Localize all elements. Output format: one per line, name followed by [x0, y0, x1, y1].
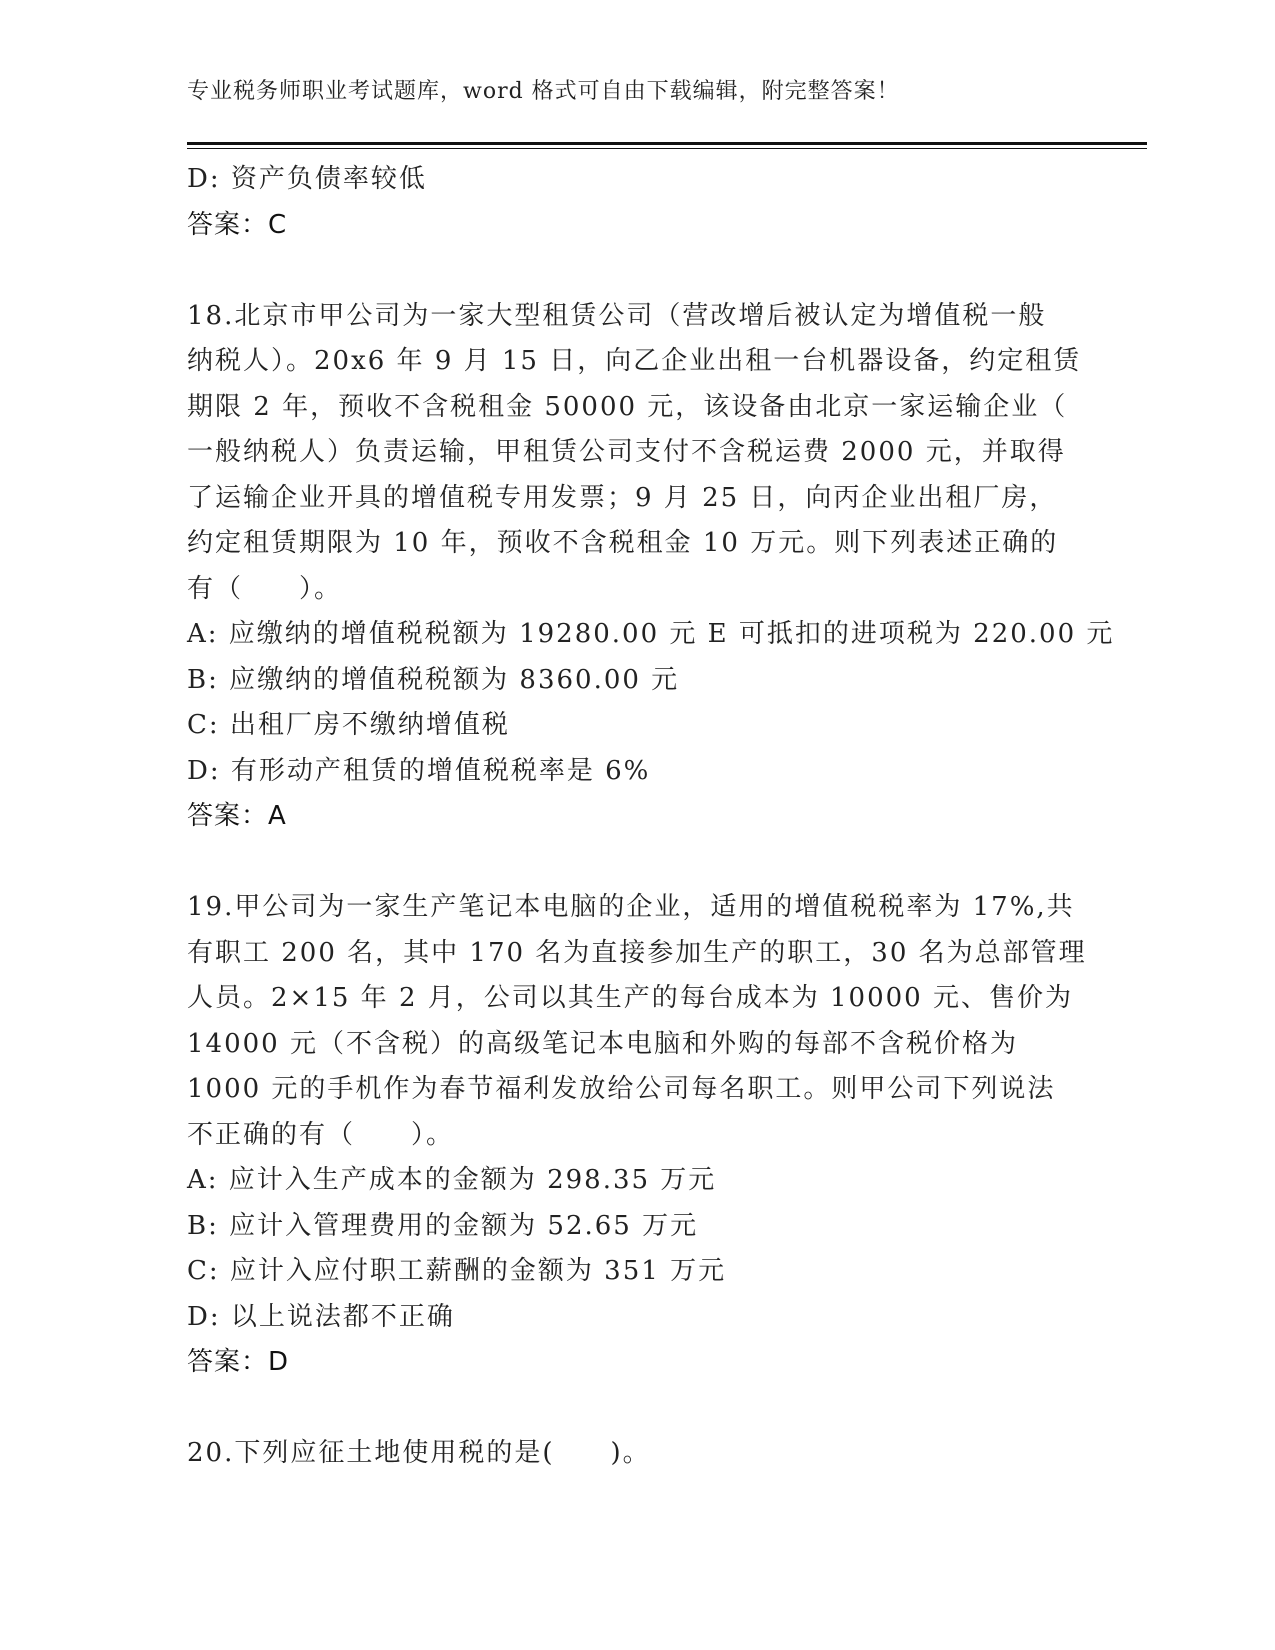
option-b: B: 应计入管理费用的金额为 52.65 万元: [187, 1210, 699, 1241]
option-c: C: 应计入应付职工薪酬的金额为 351 万元: [187, 1256, 727, 1286]
answer: 答案：A: [187, 801, 287, 831]
question-stem-line: 有职工 200 名，其中 170 名为直接参加生产的职工，30 名为总部管理: [187, 937, 1087, 968]
question-stem-line: 有（ ）。: [187, 573, 343, 604]
question-stem-line: 19.甲公司为一家生产笔记本电脑的企业，适用的增值税税率为 17%,共: [187, 892, 1075, 922]
question-stem-line: 一般纳税人）负责运输，甲租赁公司支付不含税运费 2000 元，并取得: [187, 437, 1066, 467]
header-rule-thin: [187, 148, 1147, 149]
prev-answer: 答案：C: [187, 209, 288, 240]
question-stem-line: 期限 2 年，预收不含税租金 50000 元，该设备由北京一家运输企业（: [187, 391, 1068, 422]
spacer: [187, 248, 1087, 294]
spacer: [187, 840, 1087, 886]
question-stem-line: 14000 元（不含税）的高级笔记本电脑和外购的每部不含税价格为: [187, 1028, 1018, 1059]
spacer: [187, 1386, 1087, 1432]
question-18: [187, 294, 1115, 840]
document-content: [187, 157, 1115, 1477]
option-c: C: 出租厂房不缴纳增值税: [187, 710, 510, 740]
option-d: D: 以上说法都不正确: [187, 1301, 455, 1332]
question-stem-line: 纳税人）。20x6 年 9 月 15 日，向乙企业出租一台机器设备，约定租赁: [187, 346, 1082, 376]
question-stem-line: 约定租赁期限为 10 年，预收不含税租金 10 万元。则下列表述正确的: [187, 528, 1059, 558]
question-20: [187, 1431, 1087, 1477]
question-stem-line: 1000 元的手机作为春节福利发放给公司每名职工。则甲公司下列说法: [187, 1074, 1056, 1104]
prev-option-d: D: 资产负债率较低: [187, 164, 427, 194]
answer: 答案：D: [187, 1347, 290, 1377]
question-stem-line: 不正确的有（ ）。: [187, 1119, 455, 1150]
page-header: 专业税务师职业考试题库，word 格式可自由下载编辑，附完整答案！: [187, 79, 900, 104]
option-a: A: 应缴纳的增值税税额为 19280.00 元 E 可抵扣的进项税为 220.00 元: [187, 619, 1115, 649]
question-19: [187, 885, 1087, 1386]
option-a: A: 应计入生产成本的金额为 298.35 万元: [187, 1165, 717, 1195]
question-stem-line: 了运输企业开具的增值税专用发票；9 月 25 日，向丙企业出租厂房，: [187, 482, 1058, 513]
header-rule-thick: [187, 142, 1147, 145]
question-stem-line: 20.下列应征土地使用税的是( )。: [187, 1438, 651, 1468]
option-d: D: 有形动产租赁的增值税税率是 6%: [187, 755, 651, 786]
question-stem-line: 18.北京市甲公司为一家大型租赁公司（营改增后被认定为增值税一般: [187, 300, 1047, 331]
option-b: B: 应缴纳的增值税税额为 8360.00 元: [187, 664, 680, 695]
question-stem-line: 人员。2×15 年 2 月，公司以其生产的每台成本为 10000 元、售价为: [187, 983, 1073, 1013]
